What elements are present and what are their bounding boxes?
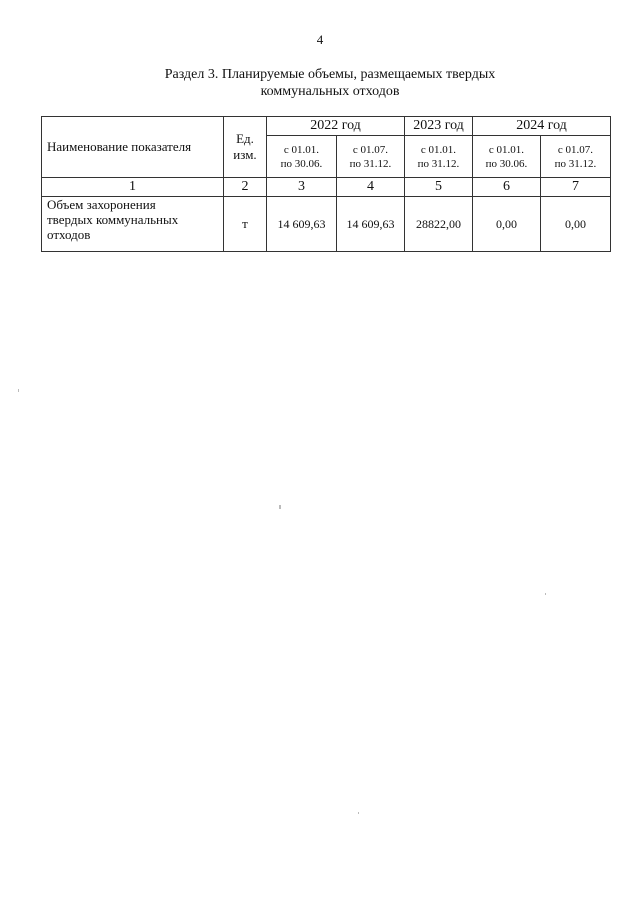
table-row <box>42 197 611 252</box>
row-unit: т <box>224 197 267 252</box>
waste-volume-table <box>41 116 611 252</box>
scan-speck <box>18 389 19 392</box>
header-year-2023: 2023 год <box>405 117 473 136</box>
table-column-numbers-row <box>42 178 611 197</box>
header-unit-line-1: Ед. <box>236 131 254 146</box>
row-indicator-name <box>42 197 224 252</box>
header-period-4 <box>473 136 541 178</box>
section-title-line-1: Раздел 3. Планируемые объемы, размещаемых твердых <box>164 67 496 82</box>
period-start: с 01.07. <box>352 143 389 156</box>
column-number: 5 <box>405 178 473 197</box>
header-period-2 <box>337 136 405 178</box>
header-year-2022: 2022 год <box>267 117 405 136</box>
period-start: с 01.01. <box>283 143 320 156</box>
period-end: по 31.12. <box>554 157 597 170</box>
section-title <box>120 66 540 100</box>
scan-speck <box>545 593 546 595</box>
column-number: 6 <box>473 178 541 197</box>
period-end: по 31.12. <box>417 157 460 170</box>
header-period-1 <box>267 136 337 178</box>
row-value-2022-h1: 14 609,63 <box>267 197 337 252</box>
scan-speck <box>279 505 281 509</box>
period-end: по 30.06. <box>485 157 528 170</box>
header-unit-line-2: изм. <box>233 147 257 162</box>
column-number: 4 <box>337 178 405 197</box>
period-end: по 30.06. <box>280 157 323 170</box>
row-value-2023: 28822,00 <box>405 197 473 252</box>
header-period-3 <box>405 136 473 178</box>
page-number: 4 <box>316 32 324 47</box>
row-value-2024-h2: 0,00 <box>541 197 611 252</box>
period-start: с 01.01. <box>420 143 457 156</box>
header-year-2024: 2024 год <box>473 117 611 136</box>
row-name-line-2: твердых коммунальных <box>47 212 179 227</box>
header-indicator-name: Наименование показателя <box>42 117 224 178</box>
column-number: 2 <box>224 178 267 197</box>
row-value-2022-h2: 14 609,63 <box>337 197 405 252</box>
section-title-line-2: коммунальных отходов <box>260 84 400 99</box>
header-period-5 <box>541 136 611 178</box>
period-start: с 01.01. <box>488 143 525 156</box>
row-name-line-3: отходов <box>47 227 91 242</box>
column-number: 7 <box>541 178 611 197</box>
row-value-2024-h1: 0,00 <box>473 197 541 252</box>
scan-speck <box>358 812 359 814</box>
row-name-line-1: Объем захоронения <box>47 197 156 212</box>
table-header-row-years <box>42 117 611 136</box>
header-unit <box>224 117 267 178</box>
column-number: 1 <box>42 178 224 197</box>
period-end: по 31.12. <box>349 157 392 170</box>
column-number: 3 <box>267 178 337 197</box>
period-start: с 01.07. <box>557 143 594 156</box>
